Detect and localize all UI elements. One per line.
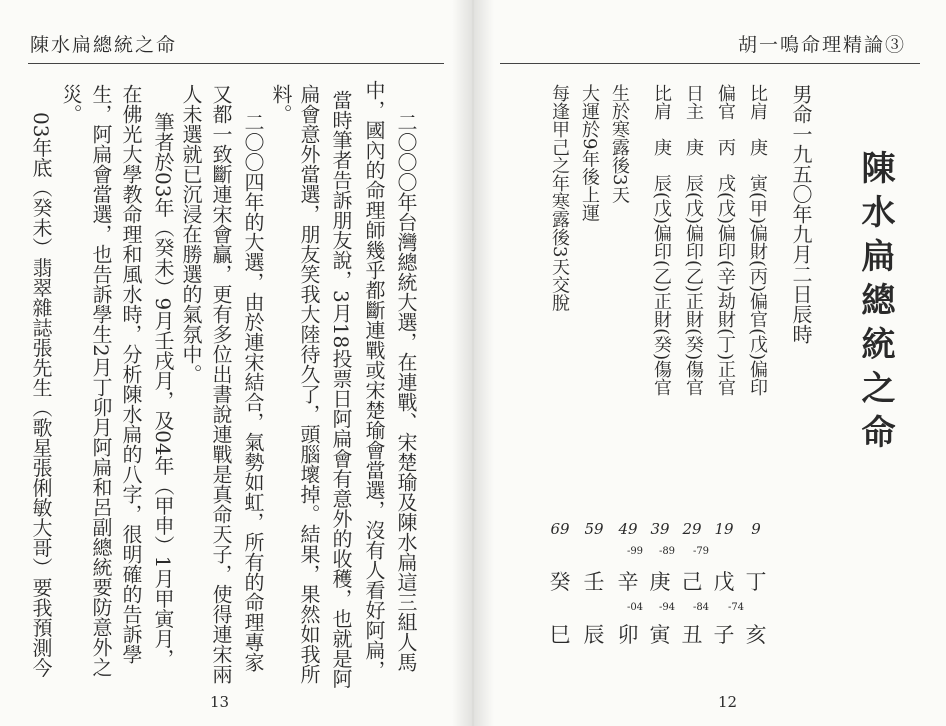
text-column: 災。 <box>59 84 83 124</box>
luck-stem: 己 <box>681 570 703 594</box>
pillar-column-year: 比肩 庚 寅(甲)偏財(丙)偏官(戊)偏印 <box>747 84 768 397</box>
luck-stem: 壬 <box>583 570 605 594</box>
running-header-right: 胡一鳴命理精論③ <box>737 34 906 56</box>
birth-info-column: 男命一九五〇年九月二日辰時 <box>789 84 813 344</box>
text-column: 中，國內的命理師幾乎都斷連戰或宋楚瑜會當選，沒有人看好阿扁， <box>362 80 386 680</box>
note-column: 生於寒露後3天 <box>609 84 630 204</box>
luck-year-note: -74 <box>727 602 745 613</box>
luck-stem: 戊 <box>713 570 735 594</box>
luck-age: 39 <box>650 520 670 538</box>
book-gutter <box>452 0 494 726</box>
text-column: 03年底（癸未）翡翠雜誌張先生（歌星張俐敏大哥）要我預測今 <box>29 112 53 678</box>
luck-stem: 癸 <box>549 570 571 594</box>
note-column: 每逢甲己之年寒露後3天交脫 <box>549 84 570 312</box>
luck-age: 19 <box>714 520 734 538</box>
luck-age: 69 <box>550 520 570 538</box>
chapter-title: 陳水扁總統之命 <box>855 150 895 458</box>
luck-age: 9 <box>751 520 761 538</box>
pillar-column-day: 日主 庚 辰(戊)偏印(乙)正財(癸)傷官 <box>683 84 704 397</box>
header-rule-right <box>500 63 920 64</box>
luck-year-note: -94 <box>658 602 676 613</box>
luck-branch: 巳 <box>549 623 571 647</box>
luck-year-note: -04 <box>626 602 644 613</box>
luck-stem: 辛 <box>617 570 639 594</box>
luck-branch: 丑 <box>681 623 703 647</box>
luck-age: 59 <box>584 520 604 538</box>
page-number-left: 13 <box>210 693 230 711</box>
page-number-right: 12 <box>718 693 738 711</box>
note-column: 大運於9年後上運 <box>579 84 600 222</box>
luck-year-note: -84 <box>692 602 710 613</box>
text-column: 二〇〇四年的大選，由於連宋結合，氣勢如虹，所有的命理專家 <box>241 112 265 672</box>
text-column: 人未選就已沉浸在勝選的氣氛中。 <box>179 84 203 384</box>
running-header-left: 陳水扁總統之命 <box>30 34 178 56</box>
luck-age: 29 <box>682 520 702 538</box>
pillar-column-month: 偏官 丙 戌(戊)偏印(辛)劫財(丁)正官 <box>715 84 736 397</box>
luck-branch: 子 <box>713 623 735 647</box>
luck-year-note: -89 <box>658 546 676 557</box>
text-column: 在佛光大學教命理和風水時，分析陳水扁的八字，很明確的告訴學 <box>119 84 143 664</box>
luck-branch: 亥 <box>745 623 767 647</box>
text-column: 又都一致斷連宋會贏，更有多位出書說連戰是真命天子，使得連宋兩 <box>209 84 233 684</box>
header-rule-left <box>28 63 444 64</box>
luck-stem: 丁 <box>745 570 767 594</box>
luck-age: 49 <box>618 520 638 538</box>
text-column: 扁會意外當選，朋友笑我大陸待久了，頭腦壞掉。結果，果然如我所 <box>297 84 321 684</box>
text-column: 料。 <box>269 84 293 124</box>
text-column: 當時筆者告訴朋友說，3月18投票日阿扁會有意外的收穫，也就是阿 <box>329 90 353 689</box>
luck-year-note: -99 <box>626 546 644 557</box>
luck-year-note: -79 <box>692 546 710 557</box>
pillar-column-hour: 比肩 庚 辰(戊)偏印(乙)正財(癸)傷官 <box>651 84 672 397</box>
text-column: 筆者於03年（癸未）9月壬戌月，及04年（甲申）1月甲寅月， <box>151 112 175 669</box>
luck-branch: 卯 <box>617 623 639 647</box>
text-column: 生，阿扁會當選，也告訴學生2月丁卯月阿扁和呂副總統要防意外之 <box>89 84 113 677</box>
luck-stem: 庚 <box>649 570 671 594</box>
luck-branch: 寅 <box>649 623 671 647</box>
luck-branch: 辰 <box>583 623 605 647</box>
text-column: 二〇〇〇年台灣總統大選，在連戰、宋楚瑜及陳水扁這三組人馬 <box>394 112 418 672</box>
